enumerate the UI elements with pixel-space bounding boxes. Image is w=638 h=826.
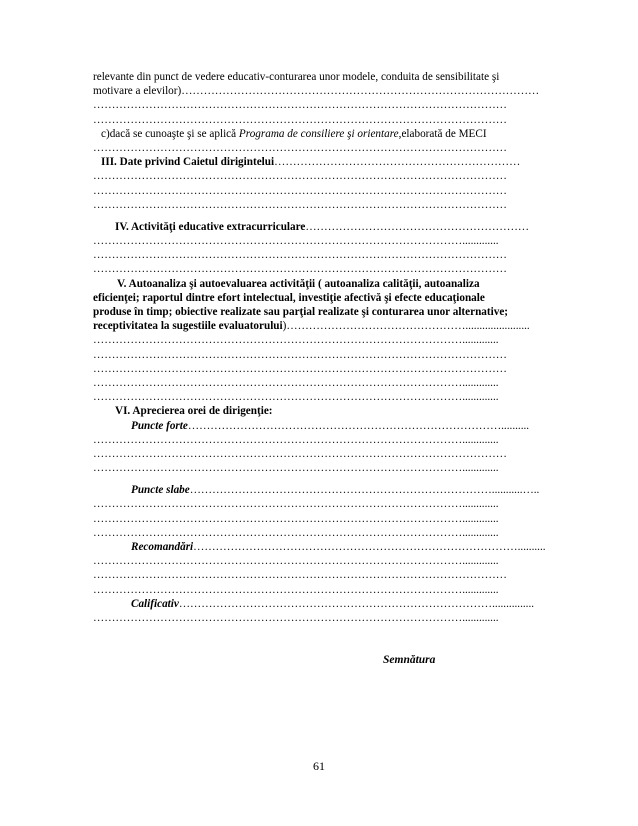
dotted-line: ………………………………………………………………………………………............. [93, 611, 499, 624]
dotted-line: ………………………………………………………………………………………………… [93, 569, 507, 582]
dotted-line: ………………………………………………………………………………………………… [93, 184, 507, 197]
section-heading: V. Autoanaliza şi autoevaluarea activităţii ( autoanaliza calităţii, autoanaliza [117, 277, 480, 290]
dotted-line: ………………………………………………………………………………………............. [93, 334, 499, 347]
dotted-line: ………………………………………………………………………………………............. [93, 391, 499, 404]
dotted-line: ………………………………………………………………………………………………… [93, 447, 507, 460]
dotted-line: ………………………………………………………………………………………............. [93, 583, 499, 596]
signature-label: Semnătura [383, 654, 436, 666]
text-line: relevante din punct de vedere educativ-conturarea unor modele, conduita de sensibilitate şi [93, 71, 500, 83]
dotted-line: ………………………………………………………………………………………............. [93, 376, 499, 389]
dotted-line: ………………………………………………………………………………………………… [93, 362, 507, 375]
dotted-line: ………………………………………………………………………………………............. [93, 555, 499, 568]
dotted-line: ………………………………………………………………………………………………… [93, 249, 507, 262]
document-body [93, 70, 571, 625]
dotted-line: ………………………………………………………………………………………………… [93, 141, 507, 154]
text-line: receptivitatea la sugestiile evaluatorului)…………………………………………....................... [93, 320, 530, 333]
dotted-line: ………………………………………………………………………………………………… [93, 348, 507, 361]
label-line: Puncte slabe………………………………………………………………………...........….. [131, 484, 540, 497]
section-heading: VI. Aprecierea orei de dirigenţie: [115, 405, 273, 418]
calificativ-label: Calificativ [131, 597, 179, 610]
dotted-line: ………………………………………………………………………………………………… [93, 263, 507, 276]
section-heading: IV. Activităţi educative extracurriculare…………………………………………………… [115, 220, 530, 233]
dotted-line: ………………………………………………………………………………………………… [93, 113, 507, 126]
recomandari-label: Recomandări [131, 541, 194, 553]
label-line: Recomandări…………………………………………………………………………….......... [131, 541, 546, 553]
dotted-line: ………………………………………………………………………………………............. [93, 235, 499, 248]
dotted-line: ………………………………………………………………………………………………… [93, 99, 507, 112]
text-line: c)dacă se cunoaşte şi se aplică Programa de consiliere şi orientare,elaborată de MECI [101, 127, 487, 140]
dotted-line: ………………………………………………………………………………………............. [93, 512, 499, 525]
label-line: Calificativ…………………………………………………………………………............... [131, 597, 535, 610]
text-line: produse în timp; obiective realizate sau parţial realizate şi conturarea unor alternative; [93, 306, 509, 318]
dotted-line: ………………………………………………………………………………………............. [93, 498, 499, 511]
dotted-line: ………………………………………………………………………………………………… [93, 170, 507, 183]
puncte-slabe-label: Puncte slabe [131, 484, 190, 497]
text-line: motivare a elevilor)…………………………………………………………………………………… [93, 85, 540, 98]
text-line: eficienţei; raportul dintre efort intelectual, investiţie afectivă şi efecte educaţionale [93, 291, 485, 304]
label-line: Puncte forte………………………………………………………………………….......... [131, 419, 530, 432]
program-title: Programa de consiliere şi orientare [238, 127, 399, 140]
dotted-line: ………………………………………………………………………………………............. [93, 462, 499, 475]
dotted-line: ………………………………………………………………………………………………… [93, 198, 507, 211]
section-heading: III. Date privind Caietul dirigintelui………………………………………………………… [101, 156, 521, 169]
puncte-forte-label: Puncte forte [131, 419, 188, 432]
dotted-line: ………………………………………………………………………………………............. [93, 526, 499, 539]
dotted-line: ………………………………………………………………………………………............. [93, 433, 499, 446]
page-number: 61 [313, 759, 325, 773]
